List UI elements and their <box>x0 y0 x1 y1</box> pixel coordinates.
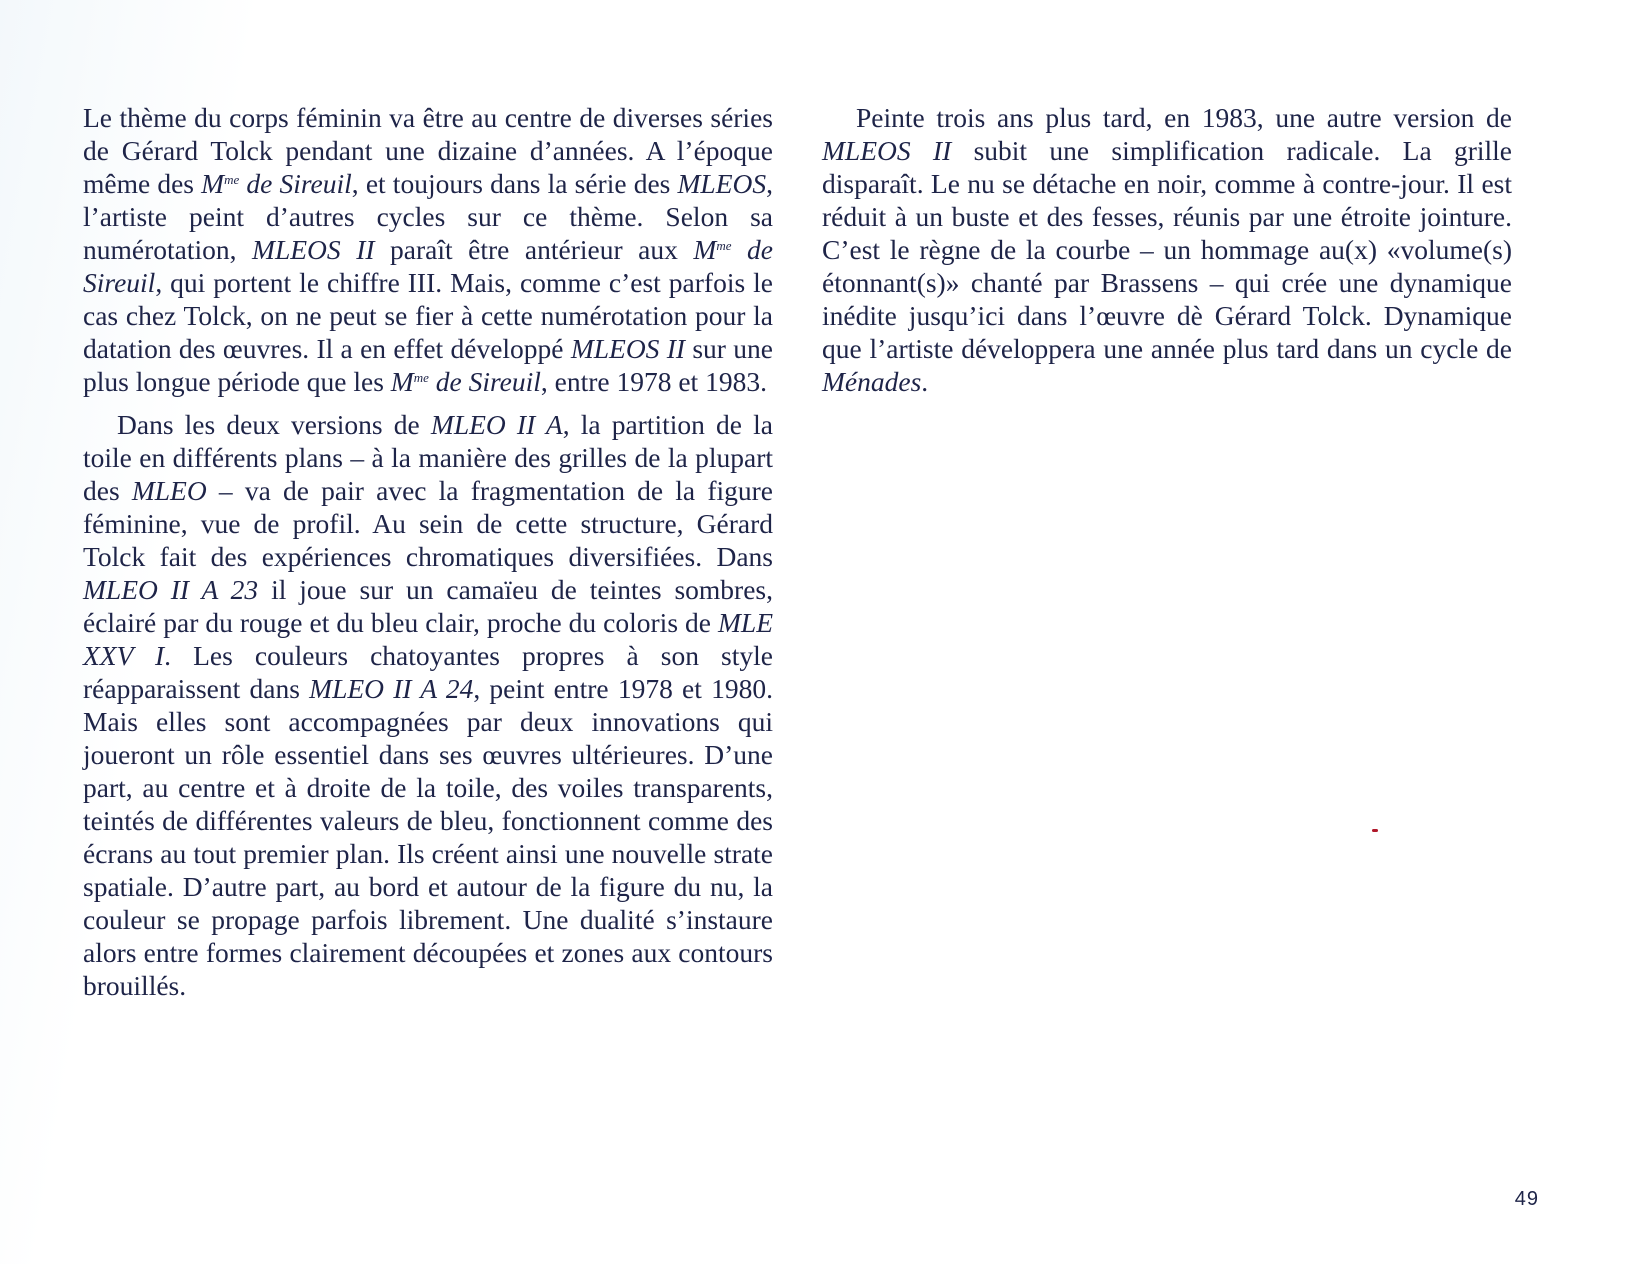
ink-speck <box>1372 829 1378 832</box>
paragraph-body-3: Peinte trois ans plus tard, en 1983, une autre version de MLEOS II subit une simplification radicale. La grille disparaît. Le nu se détache en noir, comme à contre-jour. Il est réduit à un buste et des fesses, réunis par une étroite jointure. C’est le règne de la courbe – un hommage au(x) «volume(s) étonnant(s)» chanté par Brassens – qui crée une dynamique inédite jusqu’ici dans l’œuvre dè Gérard Tolck. Dynamique que l’artiste développera une année plus tard dans un cycle de Ménades. <box>822 102 1512 397</box>
right-text-column <box>822 101 1512 398</box>
left-text-column <box>83 101 773 1002</box>
paragraph-body-1: Le thème du corps féminin va être au centre de diverses séries de Gérard Tolck pendant une dizaine d’années. A l’époque même des $M^{me}$ de Sireuil, et toujours dans la série des MLEOS, l’artiste peint d’autres cycles sur ce thème. Selon sa numérotation, MLEOS II paraît être antérieur aux $M^{me}$ de Sireuil, qui portent le chiffre III. Mais, comme c’est parfois le cas chez Tolck, on ne peut se fier à cette numérotation pour la datation des œuvres. Il a en effet développé MLEOS II sur une plus longue période que les $M^{me}$ de Sireuil, entre 1978 et 1983. <box>83 102 773 397</box>
page-number: 49 <box>1514 1188 1539 1210</box>
paragraph-body-2: Dans les deux versions de MLEO II A, la partition de la toile en différents plans – à la manière des grilles de la plupart des MLEO – va de pair avec la fragmentation de la figure féminine, vue de profil. Au sein de cette structure, Gérard Tolck fait des expériences chromatiques diversifiées. Dans MLEO II A 23 il joue sur un camaïeu de teintes sombres, éclairé par du rouge et du bleu clair, proche du coloris de MLE XXV I. Les couleurs chatoyantes propres à son style réapparaissent dans MLEO II A 24, peint entre 1978 et 1980. Mais elles sont accompagnées par deux innovations qui joueront un rôle essentiel dans ses œuvres ultérieures. D’une part, au centre et à droite de la toile, des voiles transparents, teintés de différentes valeurs de bleu, fonctionnent comme des écrans au tout premier plan. Ils créent ainsi une nouvelle strate spatiale. D’autre part, au bord et autour de la figure du nu, la couleur se propage parfois librement. Une dualité s’instaure alors entre formes clairement découpées et zones aux contours brouillés. <box>83 409 774 1001</box>
